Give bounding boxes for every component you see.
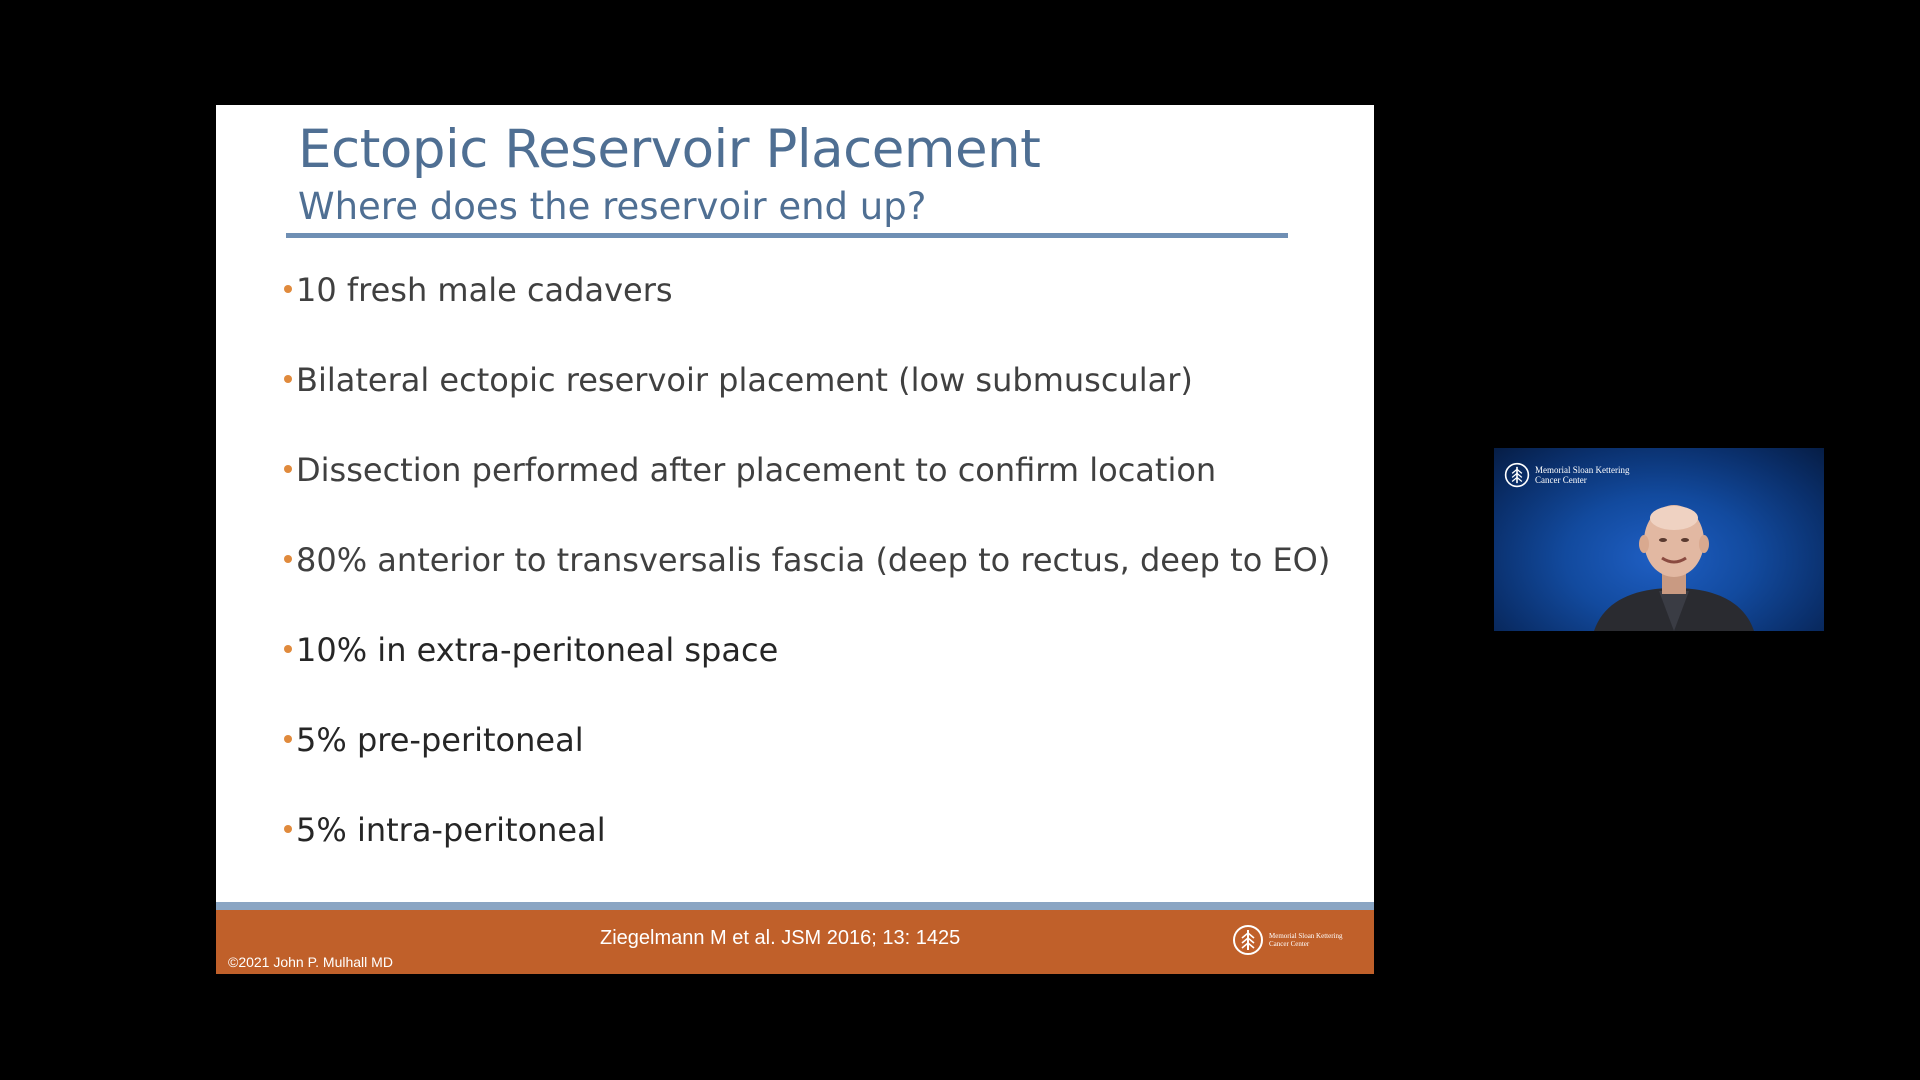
bullet-item [284,445,1330,535]
bullet-dot-icon [284,825,292,833]
bullet-item [284,535,1330,625]
mskcc-webcam-logo [1504,462,1629,488]
bullet-list [284,265,1330,895]
logo-line: Memorial Sloan Kettering [1269,932,1343,940]
bullet-text: 10 fresh male cadavers [296,271,673,309]
presenter-video[interactable] [1494,448,1824,631]
slide-subtitle: Where does the reservoir end up? [298,185,927,228]
presenter-silhouette [1574,496,1774,631]
bullet-text: 5% intra-peritoneal [296,811,606,849]
bullet-item [284,355,1330,445]
bullet-item [284,265,1330,355]
copyright-text: ©2021 John P. Mulhall MD [228,954,393,970]
bullet-text: Dissection performed after placement to confirm location [296,451,1217,489]
mskcc-footer-logo-text [1269,932,1342,948]
bullet-dot-icon [284,465,292,473]
bullet-text: Bilateral ectopic reservoir placement (low submuscular) [296,361,1193,399]
mskcc-footer-logo [1232,924,1342,956]
presentation-slide [216,105,1374,974]
slide-footer [216,910,1374,974]
mskcc-emblem-icon [1504,462,1530,488]
bullet-text: 10% in extra-peritoneal space [296,631,779,669]
slide-title: Ectopic Reservoir Placement [298,119,1041,180]
logo-line: Memorial Sloan Kettering [1535,465,1630,475]
mskcc-webcam-logo-text [1535,465,1629,485]
citation-text: Ziegelmann M et al. JSM 2016; 13: 1425 [600,927,961,949]
bullet-dot-icon [284,645,292,653]
footer-divider [216,902,1374,910]
bullet-item [284,625,1330,715]
bullet-item [284,805,1330,895]
bullet-item [284,715,1330,805]
bullet-dot-icon [284,375,292,383]
title-underline [286,233,1288,238]
logo-line: Cancer Center [1535,475,1587,485]
mskcc-emblem-icon [1232,924,1264,956]
bullet-dot-icon [284,735,292,743]
bullet-dot-icon [284,285,292,293]
bullet-text: 80% anterior to transversalis fascia (deep to rectus, deep to EO) [296,541,1331,579]
bullet-text: 5% pre-peritoneal [296,721,584,759]
logo-line: Cancer Center [1269,940,1310,948]
bullet-dot-icon [284,555,292,563]
